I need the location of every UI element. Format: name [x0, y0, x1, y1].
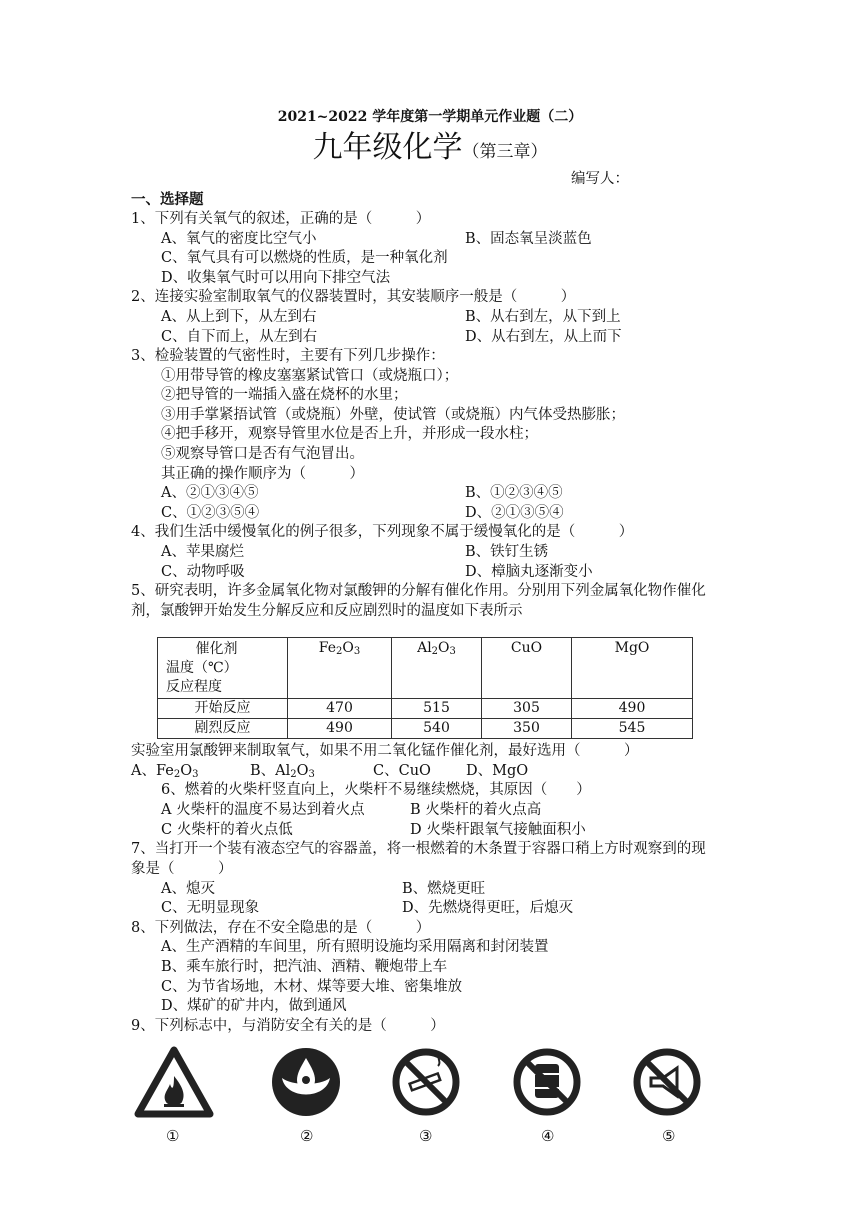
q8-option-b: B、乘车旅行时，把汽油、酒精、鞭炮带上车	[161, 959, 448, 975]
water-drop-icon	[272, 1048, 340, 1116]
q1-option-a: A、氧气的密度比空气小	[161, 231, 317, 247]
q3-step-4: ④把手移开，观察导管里水位是否上升，并形成一段水柱；	[161, 426, 538, 442]
table-cell: 540	[392, 719, 482, 739]
q4-option-b: B、铁钉生锈	[465, 544, 549, 560]
header-temperature: 温度（℃）	[166, 660, 238, 676]
q8-option-a: A、生产酒精的车间里，所有照明设施均采用隔离和封闭装置	[161, 939, 549, 955]
q1-option-b: B、固态氧呈淡蓝色	[465, 231, 592, 247]
q5-option-a: A、$Fe_2O_3$	[131, 763, 199, 780]
q3-step-3: ③用手掌紧捂试管（或烧瓶）外壁，使试管（或烧瓶）内气体受热膨胀；	[161, 407, 625, 423]
col-cuo: CuO	[482, 638, 572, 699]
q7-stem-line1: 7、当打开一个装有液态空气的容器盖，将一根燃着的木条置于容器口稍上方时观察到的现	[131, 841, 706, 857]
q8-option-d: D、煤矿的矿井内，做到通风	[161, 998, 347, 1014]
q6-option-b: B 火柴杆的着火点高	[410, 802, 542, 818]
q1-stem: 1、下列有关氧气的叙述，正确的是（ ）	[131, 211, 431, 227]
q2-stem: 2、连接实验室制取氧气的仪器装置时，其安装顺序一般是（ ）	[131, 289, 576, 305]
table-cell: 515	[392, 699, 482, 719]
row-label-start: 开始反应	[158, 699, 288, 719]
safety-signs	[130, 1040, 710, 1140]
table-corner-cell	[158, 638, 288, 699]
q6-option-d: D 火柴杆跟氧气接触面积小	[410, 822, 586, 838]
q4-option-a: A、苹果腐烂	[161, 544, 244, 560]
table-cell: 545	[572, 719, 693, 739]
q5-ask: 实验室用氯酸钾来制取氧气，如果不用二氧化锰作催化剂，最好选用（ ）	[131, 743, 639, 759]
q8-stem: 8、下列做法，存在不安全隐患的是（ ）	[131, 920, 431, 936]
q1-option-d: D、收集氧气时可以用向下排空气法	[161, 270, 391, 286]
q7-option-d: D、先燃烧得更旺，后熄灭	[402, 900, 574, 916]
q4-option-d: D、樟脑丸逐渐变小	[465, 564, 593, 580]
no-smoking-icon	[396, 1052, 456, 1112]
table-cell: 470	[288, 699, 392, 719]
q3-stem: 3、检验装置的气密性时，主要有下列几步操作：	[131, 348, 445, 364]
title-main: 九年级化学	[312, 130, 463, 165]
col-mgo: MgO	[572, 638, 693, 699]
sign-label-2: ②	[300, 1127, 314, 1145]
q8-option-c: C、为节省场地，木材、煤等要大堆、密集堆放	[161, 979, 463, 995]
q7-option-c: C、无明显现象	[161, 900, 260, 916]
q7-stem-line2: 象是（ ）	[131, 861, 233, 877]
table-cell: 490	[288, 719, 392, 739]
q2-option-b: B、从右到左，从下到上	[465, 309, 621, 325]
table-row	[158, 699, 693, 719]
table-cell: 305	[482, 699, 572, 719]
page-title	[0, 128, 860, 172]
q9-stem: 9、下列标志中，与消防安全有关的是（ ）	[131, 1018, 445, 1034]
col-fe2o3: $Fe_2O_3$	[288, 638, 392, 699]
q2-option-a: A、从上到下，从左到右	[161, 309, 317, 325]
term-heading: 2021~2022 学年度第一学期单元作业题（二）	[277, 109, 583, 125]
q3-step-2: ②把导管的一端插入盛在烧杯的水里；	[161, 387, 408, 403]
title-chapter: （第三章）	[462, 142, 548, 162]
table-header-row	[158, 638, 693, 699]
q7-option-b: B、燃烧更旺	[402, 881, 486, 897]
section-title: 一、选择题	[131, 191, 204, 208]
q5-option-c: C、CuO	[373, 763, 431, 779]
q4-option-c: C、动物呼吸	[161, 564, 245, 580]
q6-option-a: A 火柴杆的温度不易达到着火点	[161, 802, 365, 818]
catalyst-table	[157, 637, 693, 739]
q2-option-c: C、自下而上，从左到右	[161, 329, 318, 345]
col-al2o3: $Al_2O_3$	[392, 638, 482, 699]
table-cell: 490	[572, 699, 693, 719]
q4-stem: 4、我们生活中缓慢氧化的例子很多，下列现象不属于缓慢氧化的是（ ）	[131, 524, 634, 540]
q3-step-5: ⑤观察导管口是否有气泡冒出。	[161, 446, 364, 462]
no-oil-drum-icon	[517, 1052, 577, 1112]
q5-stem-line2: 剂，氯酸钾开始发生分解反应和反应剧烈时的温度如下表所示	[131, 603, 523, 619]
sign-label-4: ④	[541, 1127, 555, 1145]
table-row	[158, 719, 693, 739]
row-label-vigorous: 剧烈反应	[158, 719, 288, 739]
flammable-warning-icon	[138, 1050, 210, 1114]
author-label: 编写人：	[571, 171, 629, 187]
q6-stem: 6、燃着的火柴杆竖直向上，火柴杆不易继续燃烧，其原因（ ）	[161, 782, 591, 798]
q3-ask: 其正确的操作顺序为（ ）	[161, 466, 364, 482]
sign-label-1: ①	[166, 1127, 180, 1145]
q3-step-1: ①用带导管的橡皮塞塞紧试管口（或烧瓶口）；	[161, 368, 459, 384]
q3-option-a: A、②①③④⑤	[161, 485, 259, 501]
sign-label-5: ⑤	[662, 1127, 676, 1145]
no-horn-icon	[637, 1052, 697, 1112]
q5-option-d: D、MgO	[466, 763, 529, 779]
q3-option-c: C、①②③⑤④	[161, 505, 260, 521]
table-cell: 350	[482, 719, 572, 739]
sign-label-3: ③	[419, 1127, 433, 1145]
q1-option-c: C、氧气具有可以燃烧的性质，是一种氧化剂	[161, 250, 448, 266]
q3-option-d: D、②①③⑤④	[465, 505, 564, 521]
q5-stem-line1: 5、研究表明，许多金属氧化物对氯酸钾的分解有催化作用。分别用下列金属氧化物作催化	[131, 583, 706, 599]
q5-option-b: B、$Al_2O_3$	[250, 763, 315, 780]
q7-option-a: A、熄灭	[161, 881, 215, 897]
header-catalyst: 催化剂	[195, 641, 238, 657]
q2-option-d: D、从右到左，从上而下	[465, 329, 622, 345]
q3-option-b: B、①②③④⑤	[465, 485, 563, 501]
q6-option-c: C 火柴杆的着火点低	[161, 822, 293, 838]
header-degree: 反应程度	[166, 679, 222, 695]
